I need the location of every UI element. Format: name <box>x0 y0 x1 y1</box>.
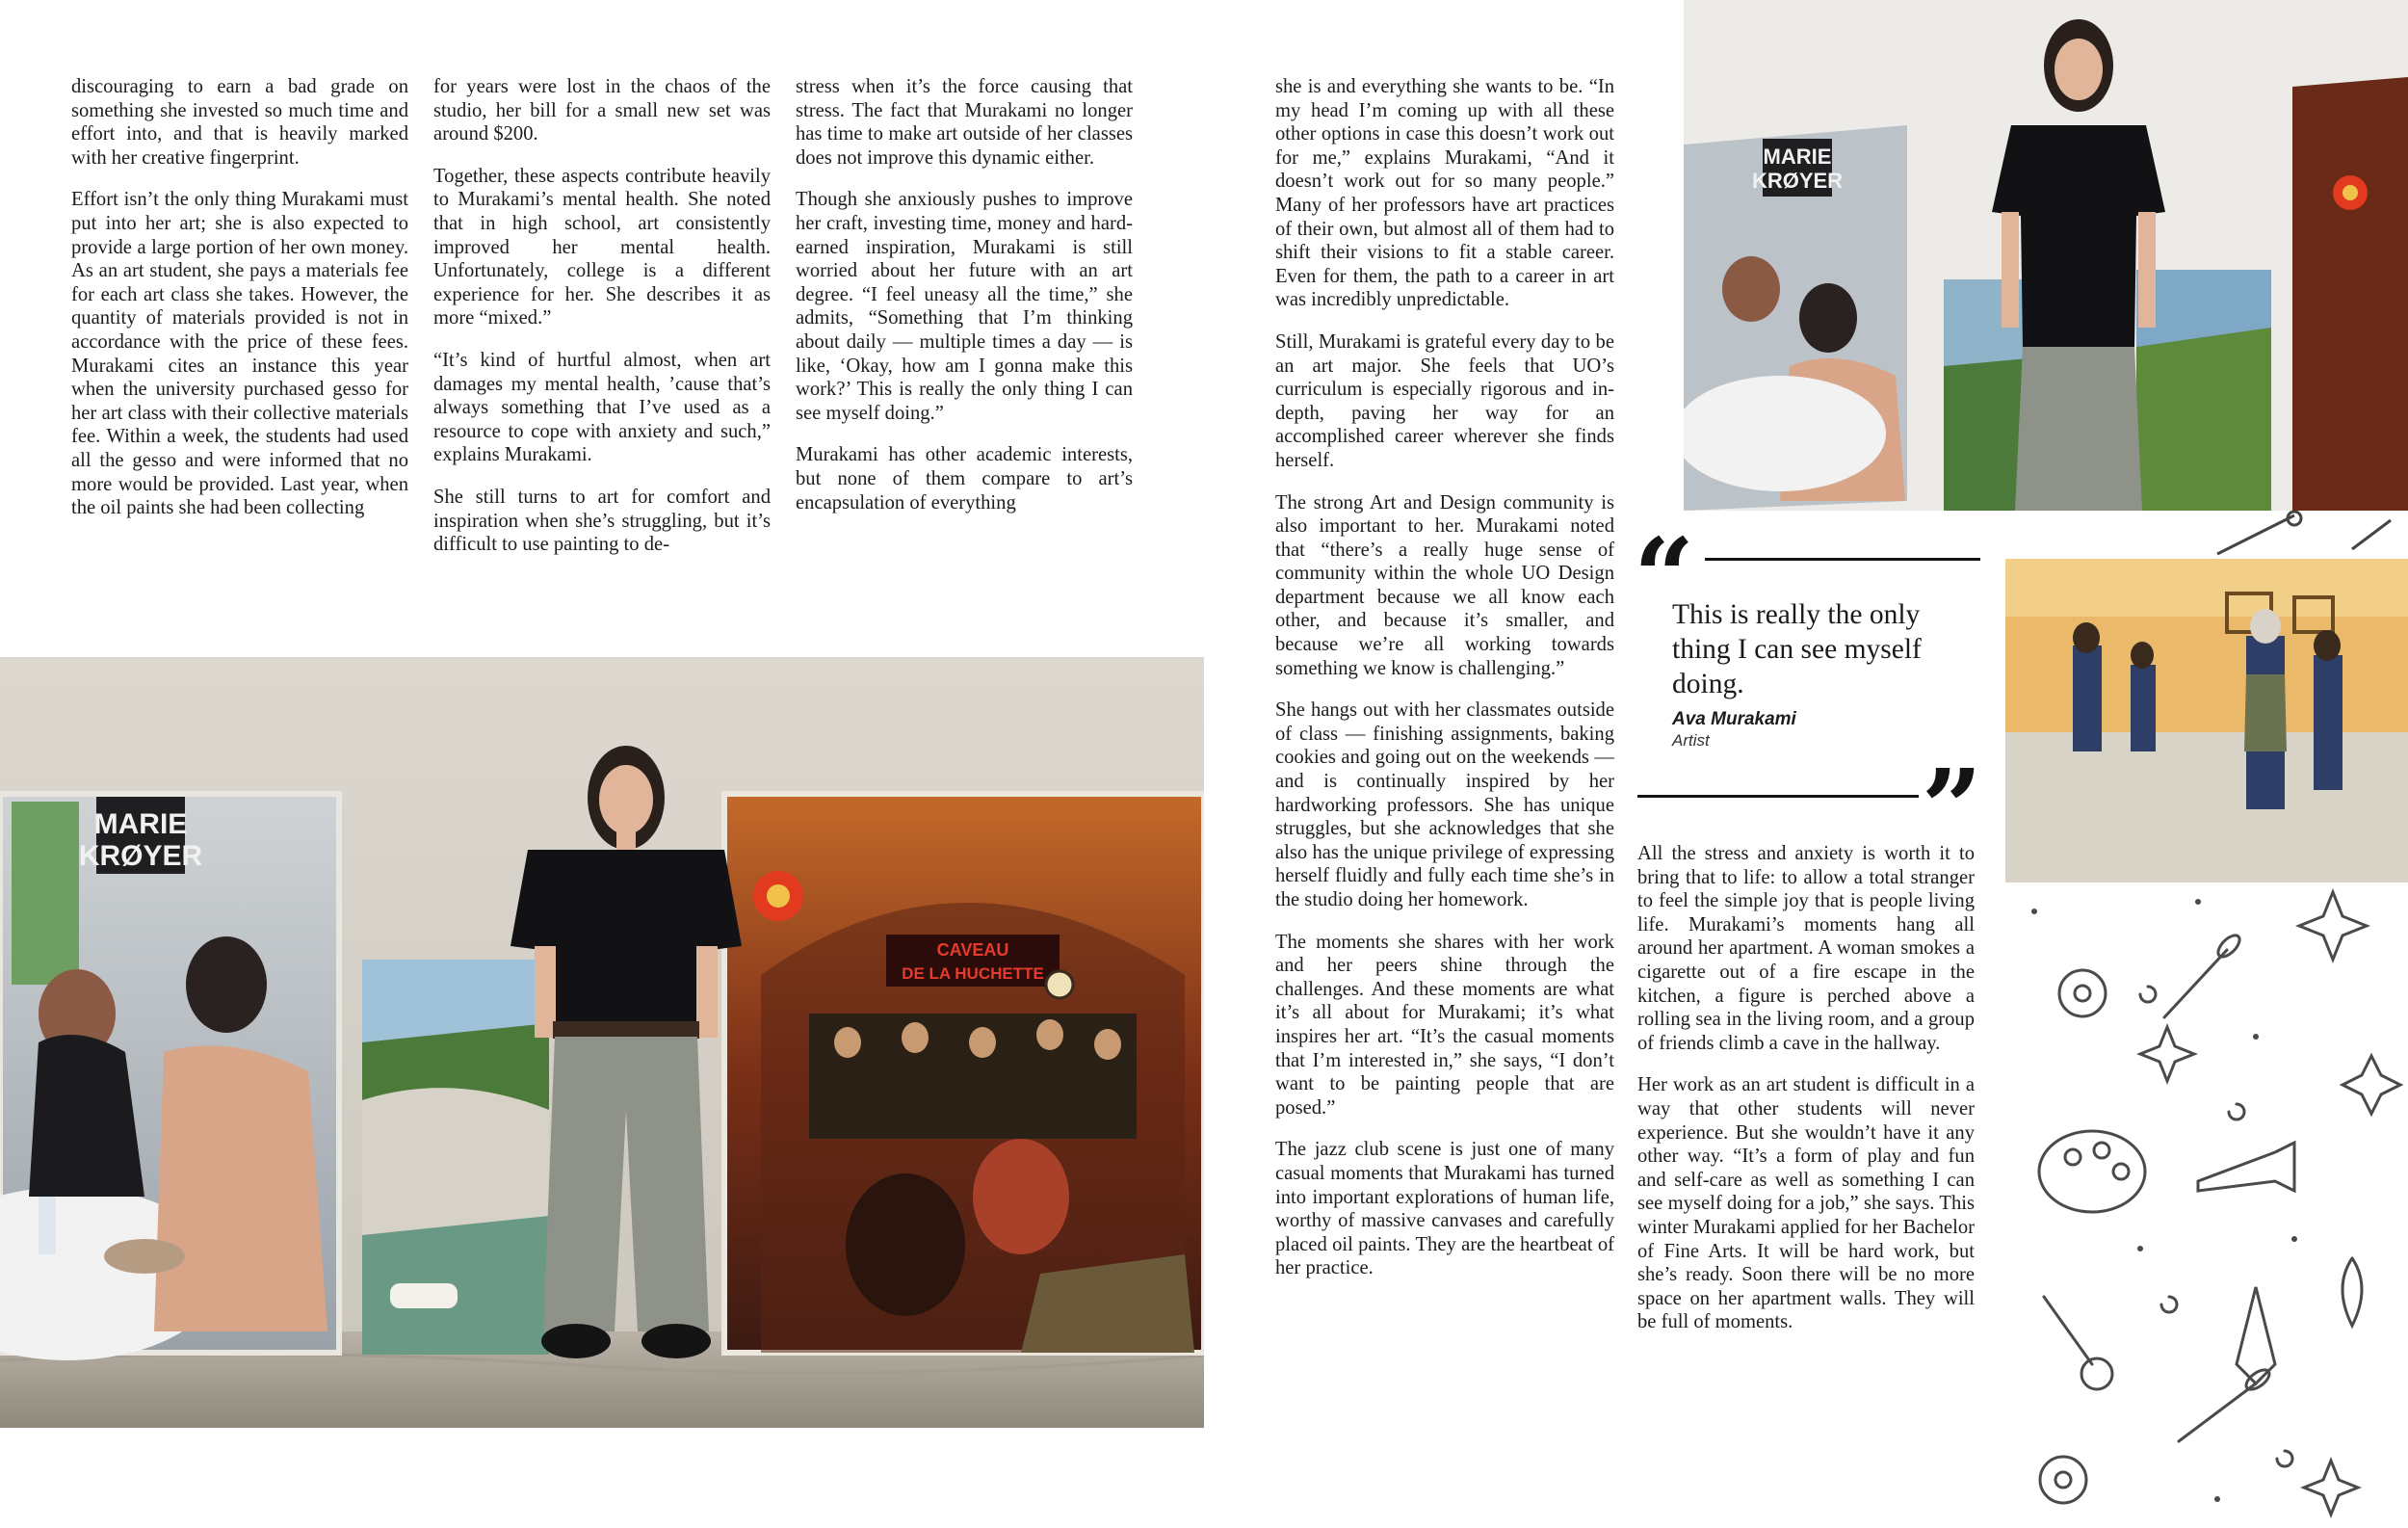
sparkle-icon <box>2299 892 2367 960</box>
trumpet-icon <box>2198 1143 2294 1191</box>
jazz-sign-line-2: DE LA HUCHETTE <box>902 964 1044 983</box>
paragraph: Still, Murakami is grateful every day to be an art major. She feels that UO’s curriculum is especially rigorous and in-depth, paving her way for an accomplished career wherever she finds herself. <box>1275 330 1614 471</box>
cafe-sign-line-2: KRØYER <box>1751 169 1844 193</box>
paragraph: The jazz club scene is just one of many casual moments that Murakami has turned into important explorations of human life, worthy of massive canvases and carefully placed oil paints. They are the heartbeat of her practice. <box>1275 1139 1614 1279</box>
paragraph: Though she anxiously pushes to improve her craft, investing time, money and hard-earned inspiration, Murakami is still worried about her future with an art degree. “I feel uneasy all the time,” she admits, “Something that I’m thinking about daily — multiple times a day — is like, ‘Okay, how am I gonna make this work?’ This is really the only thing I can see myself doing.” <box>796 189 1133 424</box>
paragraph: she is and everything she wants to be. “In my head I’m coming up with all these other options in case this doesn’t work out for me,” explains Murakami, “And it doesn’t work out for so many people.” Many of her professors have art practices of their own, but almost all of them had to shift their visions to fit a stable career. Even for them, the path to a career in art was incredibly unpredictable. <box>1275 76 1614 311</box>
paintbrush-icon <box>2164 950 2227 1017</box>
jazz-sign-line-1: CAVEAU <box>936 940 1009 960</box>
text-column-4 <box>1275 75 1614 1299</box>
cafe-sign-line-2: KRØYER <box>78 840 203 872</box>
sparkle-icon <box>2304 1461 2358 1515</box>
swirl-icon <box>2229 1104 2244 1120</box>
text-column-3 <box>796 75 1133 533</box>
paragraph: Murakami has other academic interests, but none of them compare to art’s encapsulation of everything <box>796 444 1133 514</box>
painting-jazz-cave <box>724 794 1204 1353</box>
necklace-icon <box>2044 1297 2092 1364</box>
gallery-painting-illustration <box>2005 559 2408 883</box>
pull-quote <box>1634 514 1982 870</box>
sparkle-icon <box>2343 1056 2400 1114</box>
paragraph: “It’s kind of hurtful almost, when art damages my mental health, ’cause that’s always something that I’ve used as a resource to cope with anxiety and such,” explains Murakami. <box>433 349 771 466</box>
cafe-sign-line-1: MARIE <box>93 808 188 840</box>
painting-gallery-visitors <box>2005 559 2408 883</box>
doodle-pattern <box>2005 883 2408 1528</box>
paragraph: Effort isn’t the only thing Murakami must put into her art; she is also expected to provide a large portion of her own money. As an art student, she pays a materials fee for each art class she takes. However, the quantity of materials provided is not in accordance with the price of these fees. Murakami cites an instance this year when the university purchased gesso for her art class with their collective materials fee. Within a week, the students had used all the gesso and were informed that no more would be provided. Last year, when the oil paints she had been collecting <box>71 189 408 519</box>
paragraph: She still turns to art for comfort and inspiration when she’s struggling, but it’s difficult to use painting to de- <box>433 486 771 556</box>
studio-photo <box>0 657 1204 1428</box>
pull-quote-text: This is really the only thing I can see myself doing. <box>1672 599 1922 699</box>
swirl-icon <box>2277 1451 2292 1466</box>
artist-portrait-illustration <box>1684 0 2408 511</box>
painting-river <box>362 960 549 1355</box>
painting-jazz-cave <box>2292 77 2408 511</box>
painting-cafe <box>0 794 339 1360</box>
cafe-sign-line-1: MARIE <box>1763 145 1832 169</box>
text-column-1 <box>71 75 408 539</box>
sparkle-icon <box>2140 1027 2194 1081</box>
flower-icon <box>2059 970 2106 1016</box>
swirl-icon <box>2161 1297 2177 1312</box>
paragraph: for years were lost in the chaos of the studio, her bill for a small new set was around $200. <box>433 76 771 145</box>
paragraph: discouraging to earn a bad grade on something she invested so much time and effort into, and that is heavily marked with her creative fingerprint. <box>71 76 408 169</box>
text-column-5 <box>1637 842 1975 1353</box>
divider <box>1637 795 1919 798</box>
open-quote-icon: “ <box>1634 514 1695 639</box>
paragraph: The strong Art and Design community is also important to her. Murakami noted that “there’s a really huge sense of community within the whole UO Design department because we all know each other, and because it’s smaller, and because we’re all working towards something we know is challenging.” <box>1275 491 1614 679</box>
doodle-illustration <box>2005 883 2408 1528</box>
paragraph: The moments she shares with her work and her peers shine through the challenges. And these moments are what it’s all about for Murakami; it’s what inspires her art. “It’s the casual moments that I’m interested in,” she says, “I don’t want to be painting people that are posed.” <box>1275 931 1614 1119</box>
pull-quote-role: Artist <box>1672 731 1710 750</box>
paragraph: Her work as an art student is difficult in a way that other students will never experience. But she wouldn’t have it any other way. “It’s a form of play and fun and self-care as well as something I can see myself doing for a job,” she says. This winter Murakami applied for her Bachelor of Fine Arts. It will be hard work, but she’s ready. Soon there will be no more space on her apartment walls. They will be full of moments. <box>1637 1074 1975 1333</box>
painting-cafe <box>1684 125 1907 511</box>
divider <box>1705 558 1980 561</box>
close-quote-icon: ” <box>1921 746 1982 870</box>
paragraph: stress when it’s the force causing that stress. The fact that Murakami no longer has time to make art outside of her classes does not improve this dynamic either. <box>796 76 1133 169</box>
painting-landscape <box>2136 270 2271 511</box>
paragraph: All the stress and anxiety is worth it to bring that to life: to allow a total stranger to feel the simple joy that is people living life. Murakami’s moments hang all around her apartment. A woman smokes a cigarette out of a fire escape in the kitchen, a figure is perched above a rolling sea in the living room, and a group of friends climb a cave in the hallway. <box>1637 843 1975 1054</box>
bottle-icon <box>2343 1258 2362 1326</box>
pull-quote-author: Ava Murakami <box>1672 709 1796 729</box>
paragraph: She hangs out with her classmates outside of class — finishing assignments, baking cookies and going out on the weekends — and is continually inspired by her hardworking professors. She has unique struggles, but she acknowledges that she also has the unique privilege of expressing herself fluidly and fully each time she’s in the studio doing her homework. <box>1275 699 1614 910</box>
swirl-icon <box>2140 987 2156 1002</box>
artist-portrait-photo <box>1684 0 2408 511</box>
studio-photo-illustration <box>0 657 1204 1428</box>
text-column-2 <box>433 75 771 575</box>
doodle-pattern <box>2005 511 2408 559</box>
paintbrush-icon <box>2179 1383 2256 1441</box>
paragraph: Together, these aspects contribute heavily to Murakami’s mental health. She noted that in high school, art consistently improved her mental health. Unfortunately, college is a different experience for her. She describes it as more “mixed.” <box>433 165 771 329</box>
doodle-illustration <box>2005 511 2408 559</box>
flower-icon <box>2040 1457 2086 1503</box>
pen-icon <box>2237 1287 2275 1383</box>
